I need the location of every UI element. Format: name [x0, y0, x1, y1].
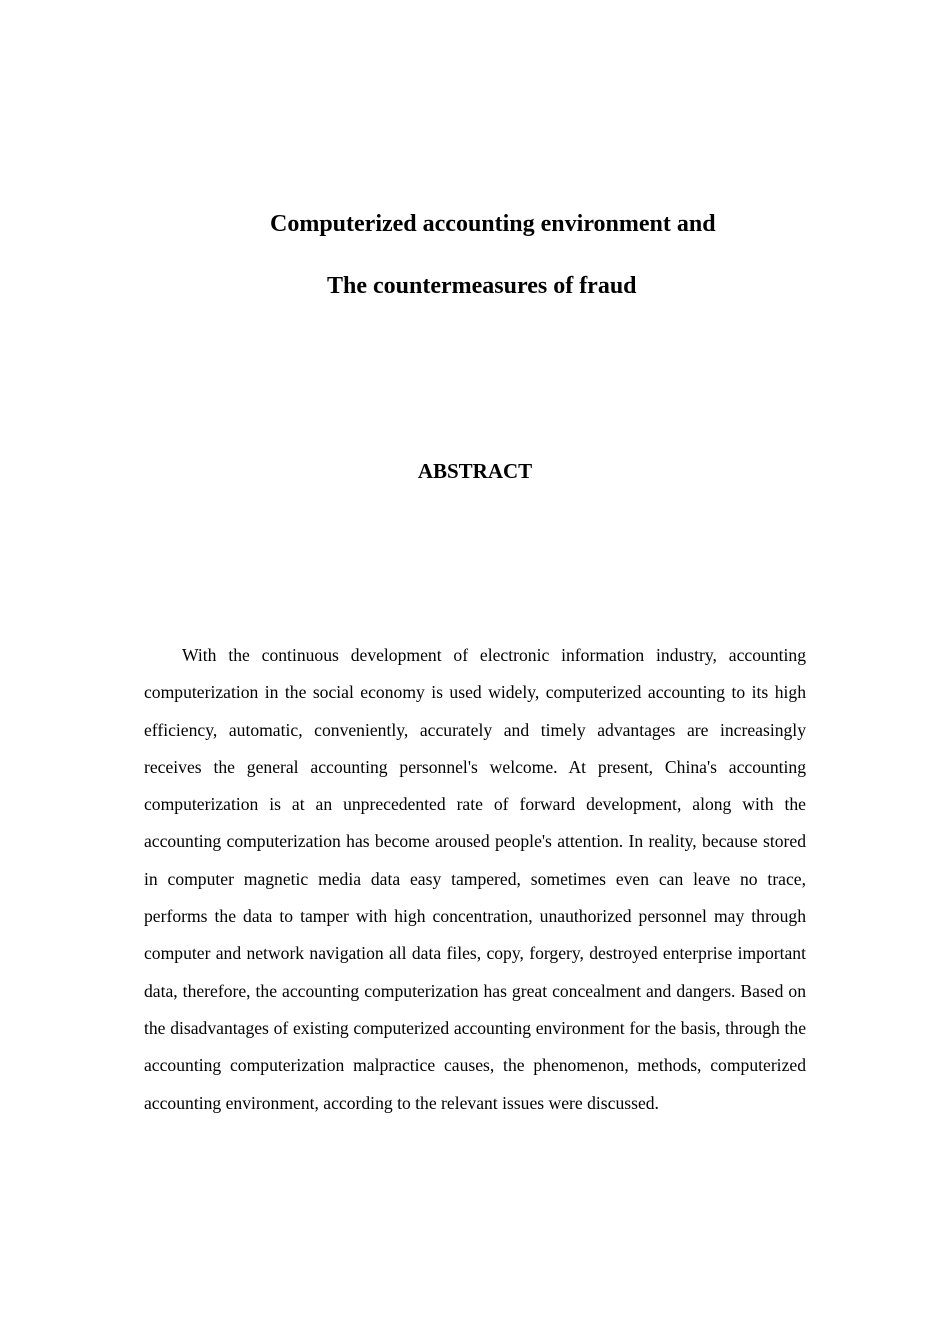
abstract-paragraph: With the continuous development of electronic information industry, accounting computerization in the social economy is used widely, computerized accounting to its high efficiency, automatic, conveniently, accurately and timely advantages are increasingly receives the general accounting personnel's welcome. At present, China's accounting computerization is at an unprecedented rate of forward development, along with the accounting computerization has become aroused people's attention. In reality, because stored in computer magnetic media data easy tampered, sometimes even can leave no trace, performs the data to tamper with high concentration, unauthorized personnel may through computer and network navigation all data files, copy, forgery, destroyed enterprise important data, therefore, the accounting computerization has great concealment and dangers. Based on the disadvantages of existing computerized accounting environment for the basis, through the accounting computerization malpractice causes, the phenomenon, methods, computerized accounting environment, according to the relevant issues were discussed. [144, 645, 806, 1113]
document-title-line-2: The countermeasures of fraud [327, 273, 637, 299]
document-title-line-1: Computerized accounting environment and [270, 211, 716, 237]
abstract-heading: ABSTRACT [417, 459, 533, 483]
